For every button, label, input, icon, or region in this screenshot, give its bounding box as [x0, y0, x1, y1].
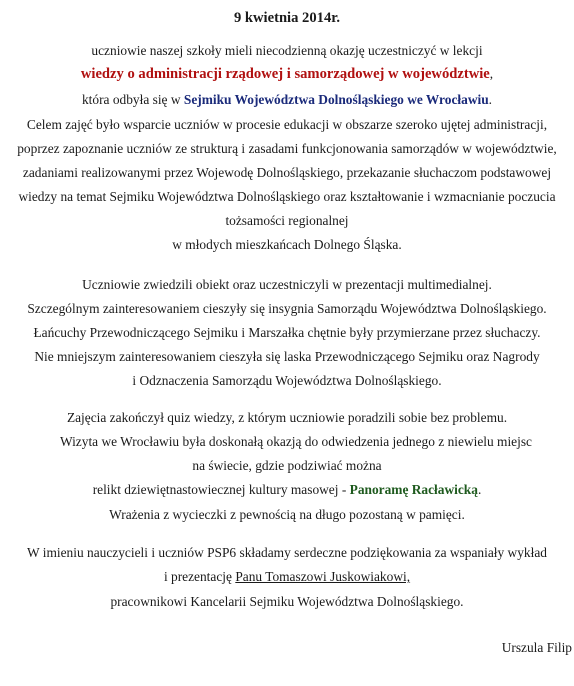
paragraph-1-line-6: zadaniami realizowanymi przez Wojewodę Dolnośląskiego, przekazanie słuchaczom podstawowej	[22, 165, 552, 180]
paragraph-4-line-2	[0, 569, 574, 585]
lecturer-name: Panu Tomaszowi Juskowiakowi,	[235, 569, 411, 584]
paragraph-2-line-2: Szczególnym zainteresowaniem cieszyły się insygnia Samorządu Województwa Dolnośląskiego.	[27, 301, 547, 316]
paragraph-1-line-3	[0, 92, 574, 108]
paragraph-3-line-4	[0, 482, 574, 498]
paragraph-1-line-2	[0, 66, 574, 82]
paragraph-3-line-1: Zajęcia zakończył quiz wiedzy, z którym uczniowie poradzili sobie bez problemu.	[66, 410, 508, 425]
panorama-highlight: Panoramę Racławicką	[349, 482, 478, 497]
paragraph-2-line-3: Łańcuchy Przewodniczącego Sejmiku i Marszałka chętnie były przymierzane przez słuchaczy.	[33, 325, 541, 340]
article-date: 9 kwietnia 2014r.	[233, 10, 341, 26]
venue-highlight: Sejmiku Województwa Dolnośląskiego we Wrocławiu	[183, 92, 489, 107]
paragraph-4-line-1: W imieniu nauczycieli i uczniów PSP6 składamy serdeczne podziękowania za wspaniały wykład	[27, 545, 547, 560]
paragraph-3-line-5: Wrażenia z wycieczki z pewnością na długo pozostaną w pamięci.	[109, 507, 465, 522]
panorama-intro-text: relikt dziewiętnastowiecznej kultury masowej -	[92, 482, 350, 497]
paragraph-3-line-2: Wizyta we Wrocławiu była doskonałą okazją do odwiedzenia jednego z niewielu miejsc	[59, 434, 532, 449]
paragraph-1-line-1: uczniowie naszej szkoły mieli niecodzienną okazję uczestniczyć w lekcji	[91, 43, 483, 58]
author-signature: Urszula Filip	[501, 640, 572, 655]
paragraph-4-line-3: pracownikowi Kancelarii Sejmiku Województwa Dolnośląskiego.	[110, 594, 464, 609]
paragraph-1-line-4: Celem zajęć było wsparcie uczniów w procesie edukacji w obszarze szeroko ujętej administracji,	[26, 117, 548, 132]
paragraph-1-line-8: tożsamości regionalnej	[225, 213, 349, 228]
venue-intro-text: która odbyła się w	[81, 92, 184, 107]
paragraph-2-line-1: Uczniowie zwiedzili obiekt oraz uczestniczyli w prezentacji multimedialnej.	[82, 277, 492, 292]
paragraph-2-line-5: i Odznaczenia Samorządu Województwa Dolnośląskiego.	[132, 373, 442, 388]
thanks-intro-text: i prezentację	[163, 569, 236, 584]
lesson-topic-highlight: wiedzy o administracji rządowej i samorządowej w województwie	[80, 66, 490, 82]
venue-period: .	[488, 92, 493, 107]
paragraph-1-line-9: w młodych mieszkańcach Dolnego Śląska.	[172, 237, 402, 252]
paragraph-1-line-5: poprzez zapoznanie uczniów ze strukturą i zasadami funkcjonowania samorządów w województwie,	[17, 141, 557, 156]
panorama-period: .	[477, 482, 482, 497]
paragraph-3-line-3: na świecie, gdzie podziwiać można	[192, 458, 382, 473]
paragraph-1-line-7: wiedzy na temat Sejmiku Województwa Dolnośląskiego oraz kształtowanie i wzmacnianie poczucia	[18, 189, 556, 204]
lesson-topic-comma: ,	[489, 66, 494, 81]
paragraph-2-line-4: Nie mniejszym zainteresowaniem cieszyła się laska Przewodniczącego Sejmiku oraz Nagrody	[34, 349, 540, 364]
